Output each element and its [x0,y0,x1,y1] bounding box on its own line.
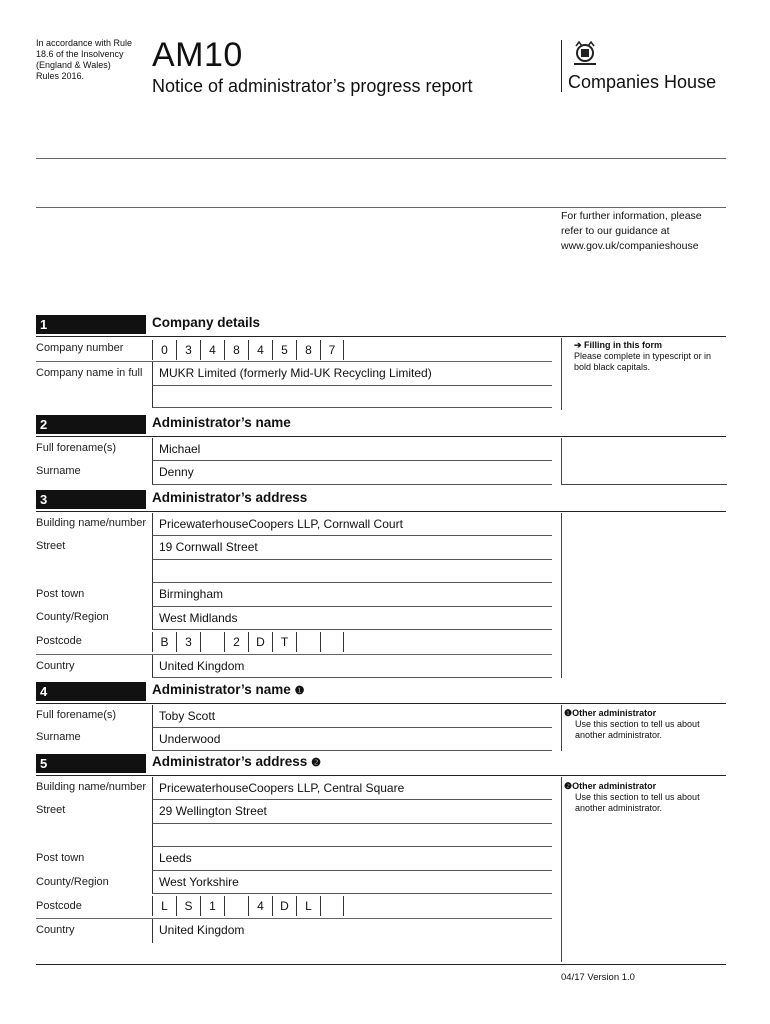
section-2-number: 2 [36,415,146,434]
digit-box[interactable]: 4 [200,340,224,360]
s5-country-label: Country [36,924,75,936]
arrow-icon: ➔ [574,340,585,350]
s5-street-field-line2[interactable] [152,824,552,847]
section-4-title [152,682,304,697]
postcode-box[interactable] [296,632,320,652]
postcode-box[interactable]: B [152,632,176,652]
royal-crest-icon [570,40,600,68]
digit-box[interactable]: 4 [248,340,272,360]
s4-forename-field[interactable]: Toby Scott [152,705,552,728]
section-3-title: Administrator’s address [152,490,308,505]
s3-side-box [561,513,727,678]
postcode-box[interactable]: D [272,896,296,916]
s5-county-label: County/Region [36,876,109,888]
s3-street-field[interactable]: 19 Cornwall Street [152,536,552,560]
rule-note: In accordance with Rule 18.6 of the Insolvency (England & Wales) Rules 2016. [36,38,133,81]
note-2-icon: ❷ [564,781,573,791]
s5-note-title: Other administrator [572,781,657,791]
note-2-icon: ❷ [311,757,321,769]
section-1-title: Company details [152,315,261,330]
section-4-title-text: Administrator’s name [152,682,291,697]
s5-town-label: Post town [36,852,85,864]
digit-box[interactable]: 7 [320,340,344,360]
s5-building-label: Building name/number [36,781,147,793]
s5-county-field[interactable]: West Yorkshire [152,871,552,894]
company-name-field-line2[interactable] [152,386,552,408]
s5-building-field[interactable]: PricewaterhouseCoopers LLP, Central Square [152,777,552,800]
s3-building-field[interactable]: PricewaterhouseCoopers LLP, Cornwall Court [152,513,552,536]
s3-country-field[interactable]: United Kingdom [152,655,552,678]
section-2-title: Administrator’s name [152,415,291,430]
s2-side-box [561,438,727,485]
section-5-title-text: Administrator’s address [152,754,308,769]
brand-name: Companies House [568,72,717,92]
note-1-icon: ❶ [564,708,573,718]
company-number-label: Company number [36,342,124,354]
section-5-title [152,754,321,769]
postcode-box[interactable]: 1 [200,896,224,916]
form-title: Notice of administrator’s progress report [152,76,473,96]
s4-other-admin-note [561,705,727,751]
s2-surname-label: Surname [36,465,81,477]
version-footer: 04/17 Version 1.0 [561,972,635,983]
note-1-icon: ❶ [294,685,305,697]
s2-forename-field[interactable]: Michael [152,438,552,461]
company-number-boxes[interactable] [152,340,344,360]
postcode-box[interactable]: T [272,632,296,652]
section-3-number: 3 [36,490,146,509]
digit-box[interactable]: 5 [272,340,296,360]
guidance-note: For further information, please refer to our guidance at www.gov.uk/companieshouse [561,210,702,252]
digit-box[interactable]: 0 [152,340,176,360]
digit-box[interactable]: 8 [296,340,320,360]
postcode-box[interactable]: S [176,896,200,916]
s3-county-label: County/Region [36,611,109,623]
postcode-box[interactable]: 4 [248,896,272,916]
s4-note-title: Other administrator [572,708,657,718]
postcode-box[interactable]: 2 [224,632,248,652]
s3-country-label: Country [36,660,75,672]
form-code: AM10 [152,36,243,74]
postcode-box[interactable]: D [248,632,272,652]
company-name-label: Company name in full [36,367,143,379]
section-4-number: 4 [36,682,146,701]
s5-street-label: Street [36,804,66,816]
s3-street-label: Street [36,540,66,552]
s3-postcode-label: Postcode [36,635,82,647]
filling-note-title: Filling in this form [584,340,663,350]
s5-street-field[interactable]: 29 Wellington Street [152,800,552,824]
postcode-box[interactable] [200,632,224,652]
postcode-box[interactable]: L [152,896,176,916]
postcode-box[interactable]: L [296,896,320,916]
company-name-field[interactable]: MUKR Limited (formerly Mid-UK Recycling Limited) [152,362,552,386]
s2-surname-field[interactable]: Denny [152,461,552,485]
s3-county-field[interactable]: West Midlands [152,607,552,630]
s3-town-field[interactable]: Birmingham [152,583,552,607]
filling-note-text: Please complete in typescript or in bold black capitals. [574,351,712,372]
s2-forename-label: Full forename(s) [36,442,117,454]
postcode-box[interactable] [320,632,344,652]
s4-surname-label: Surname [36,731,81,743]
s5-postcode-label: Postcode [36,900,82,912]
s5-town-field[interactable]: Leeds [152,847,552,871]
digit-box[interactable]: 3 [176,340,200,360]
s5-country-field[interactable]: United Kingdom [152,919,552,943]
s4-forename-label: Full forename(s) [36,709,117,721]
s4-surname-field[interactable]: Underwood [152,728,552,751]
digit-box[interactable]: 8 [224,340,248,360]
s5-postcode-boxes[interactable] [152,896,344,916]
section-1-number: 1 [36,315,146,334]
s4-note-text: Use this section to tell us about another administrator. [575,719,700,740]
postcode-box[interactable]: 3 [176,632,200,652]
postcode-box[interactable] [320,896,344,916]
section-5-number: 5 [36,754,146,773]
s3-building-label: Building name/number [36,517,147,529]
filling-note [561,338,727,410]
s5-note-text: Use this section to tell us about another administrator. [575,792,700,813]
postcode-box[interactable] [224,896,248,916]
s3-postcode-boxes[interactable] [152,632,344,652]
s5-other-admin-note [561,777,727,962]
s3-town-label: Post town [36,588,85,600]
s3-street-field-line2[interactable] [152,560,552,583]
